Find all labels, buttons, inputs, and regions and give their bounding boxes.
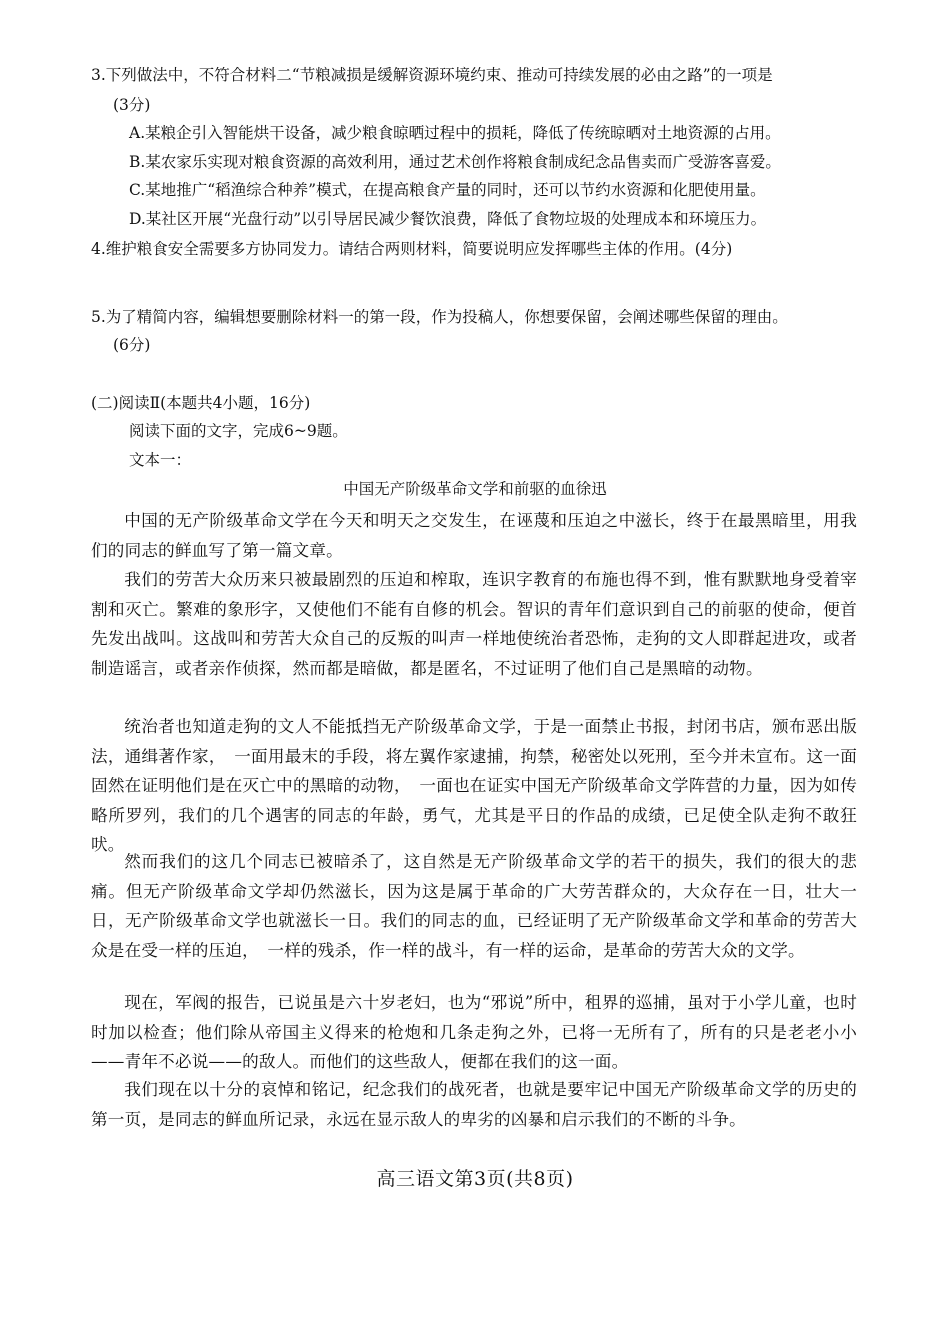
page-footer: 高三语文第3页(共8页) <box>376 1168 574 1190</box>
question-3-stem: 3.下列做法中，不符合材料二“节粮减损是缓解资源环境约束、推动可持续发展的必由之路”的一项是 <box>91 66 773 84</box>
article-paragraph-5: 现在，军阀的报告，已说虽是六十岁老妇，也为“邪说”所中，租界的巡捕，虽对于小学儿童，也时时加以检查；他们除从帝国主义得来的枪炮和几条走狗之外，已将一无所有了，所有的只是老老小小——青年不必说——的敌人。而他们的这些敌人，便都在我们的这一面。 <box>91 993 857 1071</box>
section-instruction: 阅读下面的文字，完成6~9题。 <box>129 422 348 440</box>
question-3-points: (3分) <box>113 96 151 114</box>
question-4-stem: 4.维护粮食安全需要多方协同发力。请结合两则材料，简要说明应发挥哪些主体的作用。(4分) <box>91 240 733 258</box>
article-paragraph-3: 统治者也知道走狗的文人不能抵挡无产阶级革命文学，于是一面禁止书报，封闭书店，颁布恶出版法，通缉著作家， 一面用最末的手段，将左翼作家逮捕，拘禁，秘密处以死刑，至今并未宣布。这一面固然在证明他们是在灭亡中的黑暗的动物， 一面也在证实中国无产阶级革命文学阵营的力量，因为如传略所罗列，我们的几个遇害的同志的年龄，勇气，尤其是平日的作品的成绩，已足使全队走狗不敢狂吠。 <box>91 717 857 854</box>
question-3-option-c: C.某地推广“稻渔综合种养”模式，在提高粮食产量的同时，还可以节约水资源和化肥使用量。 <box>129 181 766 199</box>
article-title: 中国无产阶级革命文学和前驱的血徐迅 <box>343 480 607 498</box>
question-3-option-d: D.某社区开展“光盘行动”以引导居民减少餐饮浪费，降低了食物垃圾的处理成本和环境压力。 <box>129 210 767 228</box>
article-paragraph-6: 我们现在以十分的哀悼和铭记，纪念我们的战死者，也就是要牢记中国无产阶级革命文学的历史的第一页，是同志的鲜血所记录，永远在显示敌人的卑劣的凶暴和启示我们的不断的斗争。 <box>91 1080 857 1129</box>
article-paragraph-4: 然而我们的这几个同志已被暗杀了，这自然是无产阶级革命文学的若干的损失，我们的很大的悲痛。但无产阶级革命文学却仍然滋长，因为这是属于革命的广大劳苦群众的，大众存在一日，壮大一日，无产阶级革命文学也就滋长一日。我们的同志的血，已经证明了无产阶级革命文学和革命的劳苦大众是在受一样的压迫， 一样的残杀，作一样的战斗，有一样的运命，是革命的劳苦大众的文学。 <box>91 852 857 960</box>
article-paragraph-2: 我们的劳苦大众历来只被最剧烈的压迫和榨取，连识字教育的布施也得不到，惟有默默地身受着宰割和灭亡。繁难的象形字，又使他们不能有自修的机会。智识的青年们意识到自己的前驱的使命，便首先发出战叫。这战叫和劳苦大众自己的反叛的叫声一样地使统治者恐怖，走狗的文人即群起进攻，或者制造谣言，或者亲作侦探，然而都是暗做，都是匿名，不过证明了他们自己是黑暗的动物。 <box>91 570 857 678</box>
question-5-stem: 5.为了精简内容，编辑想要删除材料一的第一段，作为投稿人，你想要保留，会阐述哪些保留的理由。 <box>91 308 788 326</box>
section-heading: (二)阅读Ⅱ(本题共4小题，16分) <box>91 394 311 412</box>
article-paragraph-1: 中国的无产阶级革命文学在今天和明天之交发生，在诬蔑和压迫之中滋长，终于在最黑暗里，用我们的同志的鲜血写了第一篇文章。 <box>91 511 857 560</box>
question-3-option-a: A.某粮企引入智能烘干设备，减少粮食晾晒过程中的损耗，降低了传统晾晒对土地资源的占用。 <box>129 124 781 142</box>
question-5-points: (6分) <box>113 336 151 354</box>
question-3-option-b: B.某农家乐实现对粮食资源的高效利用，通过艺术创作将粮食制成纪念品售卖而广受游客喜爱。 <box>129 153 781 171</box>
text-label: 文本一： <box>129 451 192 469</box>
